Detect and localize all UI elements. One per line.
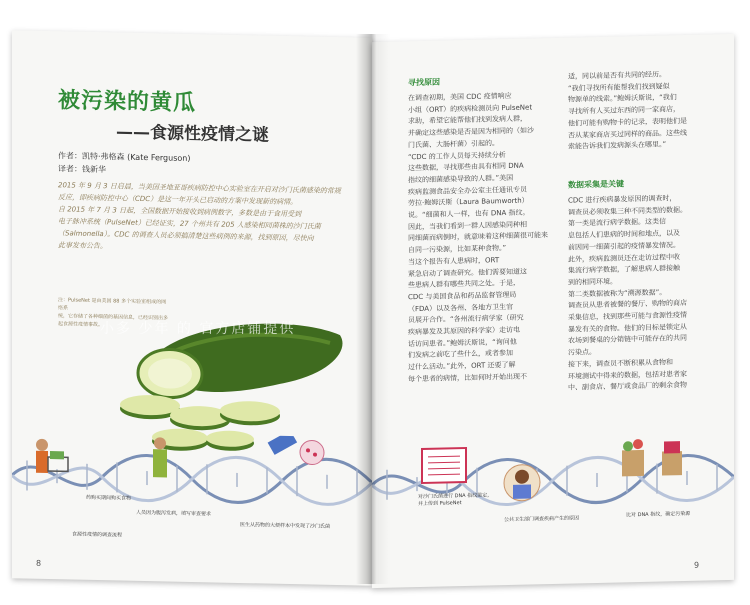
text-line: 每个患者的病情，比如何时开始出现不 (408, 372, 527, 384)
translator: 译者：钱新华 (58, 164, 106, 175)
text-line: 到的相同环境。 (568, 277, 617, 287)
text-line: 在调查初期，美国 CDC 疫情响应 (408, 91, 512, 103)
text-line: 集流行病学数据，了解患病人群接触 (568, 264, 680, 275)
note-line: 统，它存储了各种细菌的基因信息，已经识别出多 (58, 313, 169, 322)
text-line: 些患病人群有哪些共同之处。于是， (408, 278, 520, 290)
text-line: 紧急启动了调查研究。他们需要知道这 (408, 267, 527, 278)
text-line: 调查员必须收集三种不同类型的数据。 (568, 205, 687, 217)
text-line: 寻找所有人买过东西的同一家商店， (568, 105, 680, 116)
byline (58, 149, 190, 178)
dna-strand-right (372, 432, 734, 540)
intro-line: 此事发布公告。 (58, 241, 107, 251)
text-line: 物源单的线索。”鲍姆沃斯说，“我们 (568, 93, 677, 105)
text-line: 索能告诉我们发病源头在哪里。” (568, 140, 667, 151)
step-label-1: 药购买期间购买食物 (86, 494, 132, 502)
text-line: 接下来，调查员不断积累从食物和 (568, 358, 673, 369)
text-line: “我们寻找所有能帮我们找到疑似 (568, 82, 670, 93)
text-line: 小组（ORT）的疾病检测员向 PulseNet (408, 103, 533, 114)
text-line: CDC 与美国食品和药品监督管理局 (408, 290, 517, 302)
text-line: 前因同一细菌引起的疫情暴发情况。 (568, 240, 680, 252)
text-line: 指纹的细菌感染导致的人群。”美国 (408, 173, 514, 185)
text-line: 这些数据，寻找那些由具有相同 DNA (408, 161, 524, 173)
intro-line: 电子脉冲系统（PulseNet）已经证实，27 个州共有 205 人感染相同菌株的沙门氏菌 (58, 217, 321, 231)
text-line: 并确定这些感染是否是因为相同的（如沙 (408, 126, 534, 138)
intro-line: （Salmonella）。CDC 的调查人员必须搞清楚这些病例的来源，找到原因，尽快向 (58, 229, 314, 243)
dna-fingerprint-screen (422, 448, 466, 483)
label-line: 对沙门氏菌进行 DNA 指纹鉴定， (418, 492, 493, 501)
intro-line: 自 2015 年 7 月 3 日起，全国数据开始接收到病例数字，多数是由于食用受到 (58, 205, 302, 219)
investigator-figure (504, 464, 540, 501)
text-line: 农场到餐桌的分销链中可能存在的共同 (568, 334, 687, 346)
text-line: （FDA）以及各州、各地方卫生官 (408, 302, 514, 313)
step-label-compare-dna: 比对 DNA 指纹，确定污染源 (626, 510, 691, 519)
text-line: 员展开合作。“各州流行病学家（研究 (408, 314, 524, 325)
text-line: CDC 进行疾病暴发原因的调查时， (568, 194, 677, 205)
column-1 (408, 90, 558, 386)
text-line: 当这个报告有人患病时，ORT (408, 256, 500, 267)
heading-search-cause: 寻找原因 (408, 77, 440, 88)
text-line: 调查员从患者被餐的餐厅、购物的商店 (568, 299, 687, 310)
text-line: 息包括人们患病的时间和地点，以及 (568, 229, 680, 240)
text-line: 采集信息，找到那些可能与食源性疫情 (568, 310, 687, 322)
text-line: 们发病之前吃了些什么，或者参加 (408, 349, 513, 360)
text-line: 话访问患者。”鲍姆沃斯说，“询问他 (408, 337, 517, 349)
intro-line: 2015 年 9 月 3 日启晨，当美国圣地亚哥疾病防控中心实验室在开启对沙门氏菌感染的常规 (58, 181, 341, 196)
text-line: 暴发有关的食物。他们的目标是锁定从 (568, 322, 687, 334)
sick-person-figure (153, 437, 167, 477)
text-line: 说。“细菌和人一样，也有 DNA 指纹。 (408, 208, 530, 220)
author: 作者：凯特·弗格森 (Kate Ferguson) (58, 151, 191, 163)
text-line: 污染点。 (568, 348, 596, 357)
text-line: 因此，当我们看到一群人因感染同种相 (408, 220, 527, 232)
text-line: 环境测试中得来的数据，包括对患者家 (568, 369, 687, 381)
text-line: 自同一污染源，比如某种食物。” (408, 244, 507, 255)
page-number-right: 9 (694, 560, 700, 570)
text-line: 门氏菌、大肠杆菌）引起的。 (408, 139, 499, 150)
note-line: 注：PulseNet 是由美国 88 多个实验室组成的网络系 (58, 297, 167, 312)
text-line: 同细菌而病倒时，就意味着这种细菌很可能来 (408, 231, 548, 243)
watermark: 小多 少年 的 官方店铺提供 (100, 321, 296, 337)
text-line: 此外，疾病监测员还在走访过程中收 (568, 252, 680, 264)
text-line: 劳拉·鲍姆沃斯（Laura Baumworth） (408, 196, 529, 208)
intro-line: 反应，即疾病防控中心（CDC）是这一年开头已启动的方案中发现新的病情。 (58, 193, 298, 207)
right-page (372, 34, 734, 588)
text-line: 否从某家商店买过同样的商品。这些线 (568, 128, 687, 140)
step-label-public-health: 公共卫生部门调查疾病产生的原因 (504, 515, 580, 524)
step-label-dna (418, 492, 492, 508)
article-title: 被污染的黄瓜 (58, 88, 197, 117)
column-2 (568, 68, 718, 153)
shopper-figure (36, 439, 68, 474)
text-line: 求助，希望它能帮他们找到发病人群， (408, 114, 527, 126)
text-line: 第二类数据被称为“溯源数据”。 (568, 288, 667, 299)
left-page (12, 30, 372, 586)
page-number-left: 8 (36, 558, 42, 568)
process-caption: 食源性疫情的调查流程 (72, 531, 123, 539)
text-line: 疾病监测食品安全办公室主任通讯专员 (408, 185, 527, 196)
column-2-continued (568, 192, 718, 394)
text-line: 他们可能有购物卡的记录，表明他们是 (568, 116, 687, 128)
step-label-3: 医生从药物的大便样本中发现了沙门氏菌 (240, 522, 331, 530)
text-line: 中、副食店、餐厅或食品厂的剩余食物 (568, 381, 687, 392)
note-line: 起食源性疫情事故。 (58, 321, 104, 329)
step-label-2: 人员因为腹泻发病，填写审查要求 (136, 509, 212, 518)
intro-paragraph (58, 179, 348, 257)
text-line: “CDC 的工作人员每天持续分析 (408, 150, 506, 161)
label-line: 并上传到 PulseNet (418, 500, 462, 508)
heading-data-collection: 数据采集是关键 (568, 179, 624, 190)
article-subtitle: ——食源性疫情之谜 (116, 122, 269, 146)
text-line: 过什么活动。”此外，ORT 还要了解 (408, 361, 516, 372)
text-line: 适，同以前是否有共同的经历。 (568, 70, 666, 81)
text-line: 疾病暴发及其原因的科学家）走访电 (408, 325, 520, 337)
text-line: 第一类是流行病学数据。这类信 (568, 217, 666, 229)
